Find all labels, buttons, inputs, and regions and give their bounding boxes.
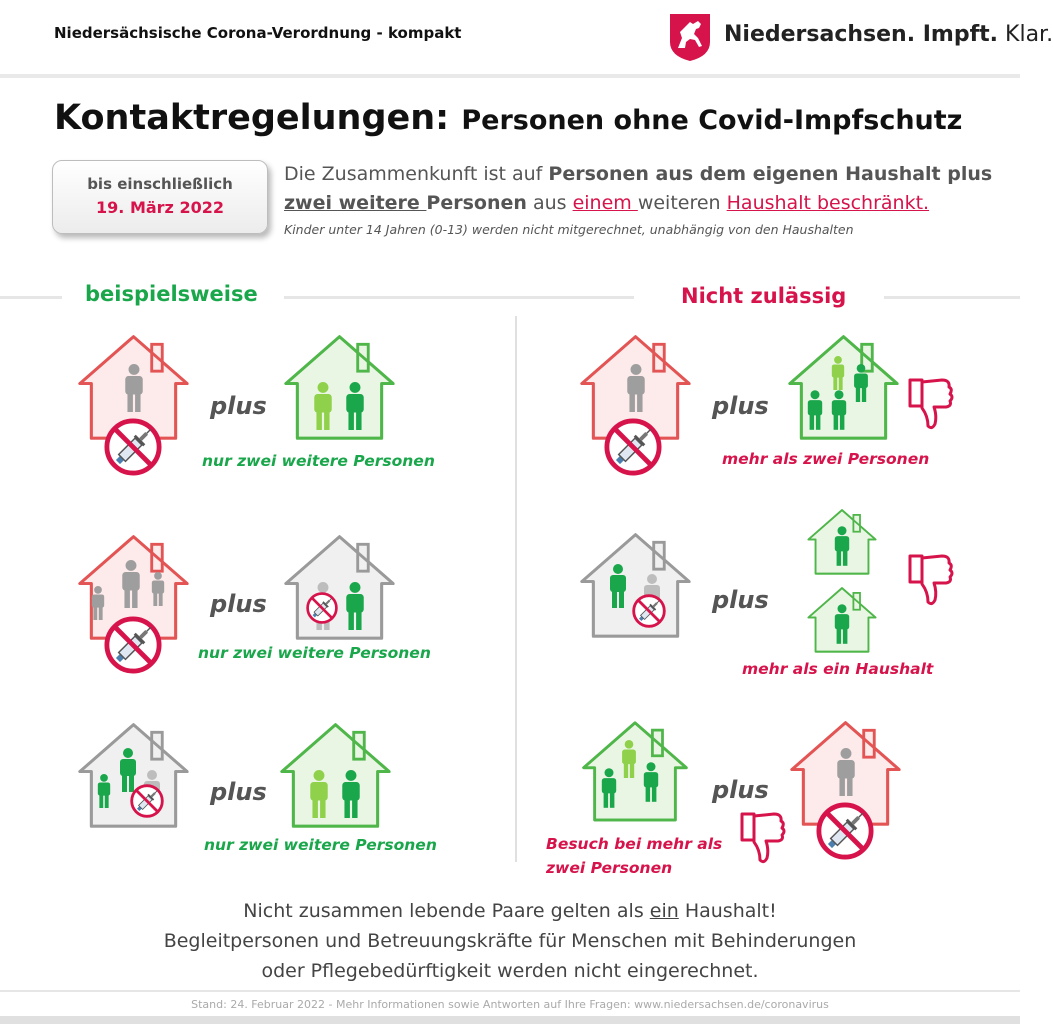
document-label: Niedersächsische Corona-Verordnung - kompakt — [54, 24, 462, 42]
source-note: Stand: 24. Februar 2022 - Mehr Informationen sowie Antworten auf Ihre Fragen: www.niedersachsen.de/coronavirus — [191, 998, 829, 1011]
intro-t2: Personen aus dem eigenen Haushalt plus — [548, 163, 993, 185]
footer-line3: oder Pflegebedürftigkeit werden nicht eingerechnet. — [261, 960, 759, 982]
house-guest-icon — [580, 716, 690, 824]
example-caption: mehr als ein Haushalt — [742, 660, 934, 678]
footer-line1a: Nicht zusammen lebende Paare gelten als — [243, 900, 650, 922]
example-caption: nur zwei weitere Personen — [204, 836, 437, 854]
no-vaccination-icon — [104, 616, 162, 674]
horse-logo-icon — [668, 12, 712, 62]
column-divider — [515, 316, 517, 862]
footer-line1c: Haushalt! — [678, 900, 777, 922]
title-main: Kontaktregelungen: — [54, 98, 450, 138]
plus-label: plus — [712, 392, 769, 420]
house-mixed-icon — [282, 530, 397, 642]
no-vaccination-icon — [306, 592, 338, 624]
intro-note: Kinder unter 14 Jahren (0-13) werden nicht mitgerechnet, unabhängig von den Haushalten — [284, 222, 854, 237]
bottom-bar — [0, 1016, 1020, 1024]
heading-not-allowed: Nicht zulässig — [681, 284, 847, 308]
example-caption: nur zwei weitere Personen — [202, 452, 435, 470]
example-caption: nur zwei weitere Personen — [198, 644, 431, 662]
no-vaccination-icon — [130, 784, 164, 818]
date-box — [52, 160, 268, 234]
house-guest-icon — [806, 506, 878, 578]
intro-t5: aus — [526, 192, 573, 214]
intro-t6: einem — [572, 192, 638, 214]
example-caption: mehr als zwei Personen — [722, 450, 930, 468]
footer-line1 — [0, 896, 1020, 926]
date-box-line2: 19. März 2022 — [96, 198, 224, 217]
brand-slogan-light: Klar. — [998, 22, 1053, 47]
intro-t3: zwei weitere — [284, 192, 427, 214]
title-sub: Personen ohne Covid-Impfschutz — [461, 105, 963, 136]
intro-t1: Die Zusammenkunft ist auf — [284, 163, 549, 185]
footer-line1b: ein — [649, 900, 679, 922]
house-guest-icon — [786, 330, 901, 442]
footer-notes — [0, 896, 1020, 986]
house-guest-icon — [278, 718, 393, 830]
plus-label: plus — [210, 392, 267, 420]
plus-label: plus — [712, 586, 769, 614]
footer-line2: Begleitpersonen und Betreuungskräfte für Menschen mit Behinderungen — [163, 930, 857, 952]
thumbs-down-icon — [904, 552, 954, 608]
intro-text — [284, 160, 1014, 218]
heading-allowed: beispielsweise — [85, 282, 258, 306]
house-guest-icon — [806, 584, 878, 656]
page-title — [54, 98, 962, 138]
intro-t7: weiteren — [637, 192, 727, 214]
plus-label: plus — [210, 778, 267, 806]
caption-line2: zwei Personen — [546, 859, 673, 877]
no-vaccination-icon — [816, 802, 874, 860]
rule-left-b — [284, 296, 634, 299]
plus-label: plus — [712, 776, 769, 804]
house-guest-icon — [282, 330, 397, 442]
brand-slogan — [724, 22, 1053, 47]
rule-left-a — [0, 296, 62, 299]
example-caption — [546, 832, 722, 880]
date-box-line1: bis einschließlich — [87, 175, 233, 193]
no-vaccination-icon — [104, 418, 162, 476]
no-vaccination-icon — [632, 594, 666, 628]
intro-t4: Personen — [426, 192, 527, 214]
brand-slogan-bold: Niedersachsen. Impft. — [724, 22, 999, 47]
footer-rule — [0, 990, 1020, 992]
caption-line1: Besuch bei mehr als — [546, 835, 723, 853]
thumbs-down-icon — [904, 376, 954, 432]
rule-right — [884, 296, 1020, 299]
no-vaccination-icon — [604, 418, 662, 476]
thumbs-down-icon — [736, 810, 786, 866]
plus-label: plus — [210, 590, 267, 618]
intro-t8: Haushalt beschränkt. — [726, 192, 930, 214]
